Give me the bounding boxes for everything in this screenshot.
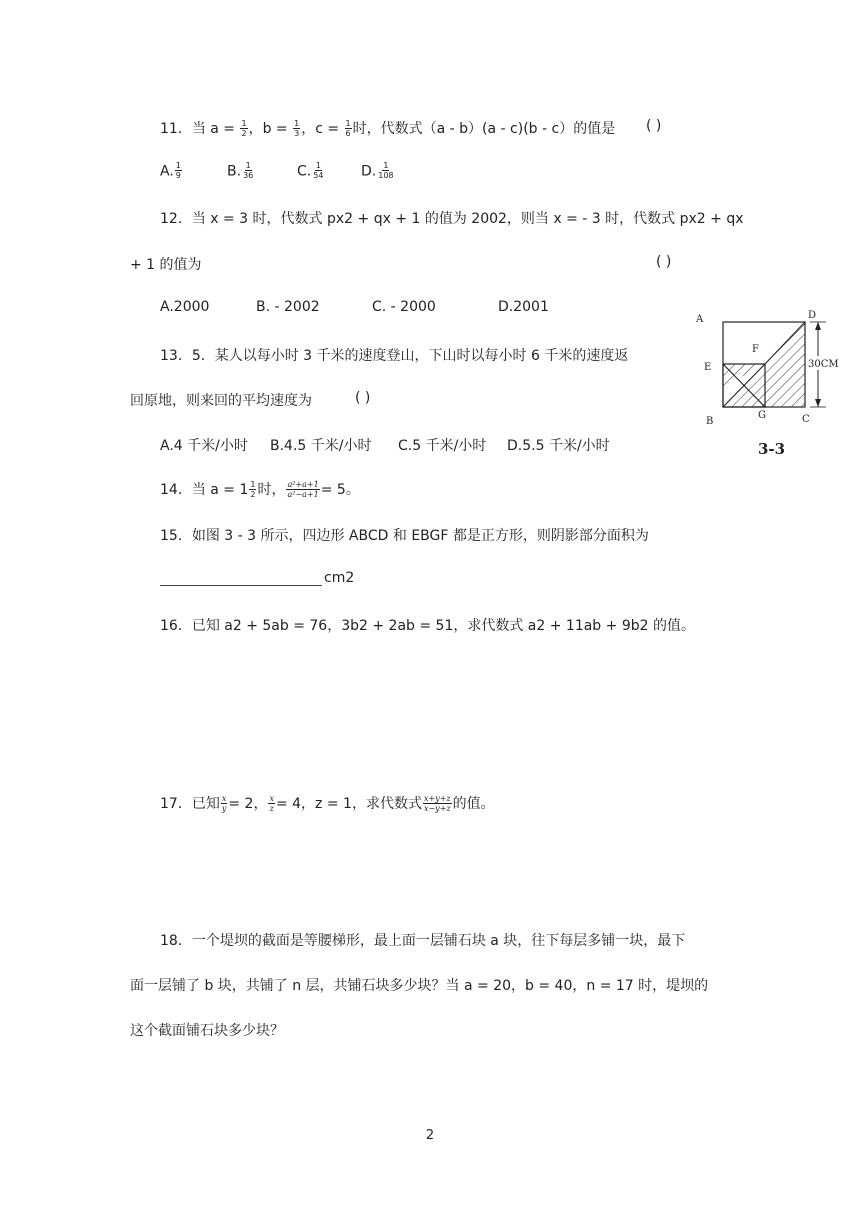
q15-line-1: 15．如图 3 - 3 所示，四边形 ABCD 和 EBGF 都是正方形，则阴影部分面积为: [160, 528, 649, 544]
q18-line-2: 面一层铺了 b 块，共铺了 n 层，共铺石块多少块？当 a = 20，b = 40，n = 17 时，堤坝的: [130, 978, 709, 994]
q15-unit: cm2: [324, 570, 355, 586]
q12-line-1: 12．当 x = 3 时，代数式 px2 + qx + 1 的值为 2002，则当 x = - 3 时，代数式 px2 + qx: [160, 211, 744, 227]
q17-fraction-x-z: $\frac{x}{z}$: [269, 793, 274, 813]
q13-option-d: D.5.5 千米/小时: [507, 438, 610, 454]
q11-option-c: C. $\frac{1}{54}$: [297, 161, 324, 180]
q17-part-2: = 4，z = 1，求代数式: [275, 796, 422, 812]
q14-tail: = 5。: [320, 482, 360, 498]
q16-text: 16．已知 a2 + 5ab = 76，3b2 + 2ab = 51，求代数式 a2 + 11ab + 9b2 的值。: [160, 618, 695, 634]
q14-mid: 时，: [257, 482, 286, 498]
q14-expression-fraction: $\frac{\text{a²+a+1}}{\text{a²−a+1}}$: [287, 479, 319, 499]
q17-tail: 的值。: [452, 796, 495, 812]
fraction-b: $\frac{1}{3}$: [294, 118, 300, 138]
figure-caption: 3-3: [758, 440, 786, 458]
q13-option-c: C.5 千米/小时: [398, 438, 487, 454]
question-17: [160, 793, 495, 814]
q12-line-2: + 1 的值为: [130, 257, 202, 273]
q15-answer-line: [160, 570, 354, 586]
q11-option-a: A. $\frac{1}{9}$: [160, 161, 181, 180]
q12-option-a: A.2000: [160, 299, 210, 315]
q12-option-b: B. - 2002: [256, 299, 320, 315]
dimension-label: 30CM: [808, 359, 839, 370]
q11-stem-c: ，c =: [301, 121, 344, 137]
q17-expression-fraction: $\frac{x+y+z}{x-y+z}$: [423, 793, 451, 813]
q11-stem-rest: 时，代数式（a - b）(a - c)(b - c）的值是: [352, 121, 616, 137]
q17-stem: 17．已知: [160, 796, 220, 812]
question-11: [160, 118, 615, 139]
q11-option-d: D. $\frac{1}{108}$: [361, 161, 394, 180]
point-f-label: F: [752, 344, 759, 355]
q12-option-d: D.2001: [498, 299, 549, 315]
point-a-label: A: [696, 314, 704, 325]
q18-line-3: 这个截面铺石块多少块？: [130, 1023, 284, 1039]
q13-option-a: A.4 千米/小时: [160, 438, 248, 454]
q14-mixed-fraction: $\frac{1}{2}$: [250, 479, 256, 499]
q17-part-1: = 2，: [228, 796, 268, 812]
page-number: 2: [425, 1128, 435, 1143]
point-e-label: E: [704, 362, 712, 373]
q11-stem-b: ，b =: [248, 121, 293, 137]
point-b-label: B: [706, 416, 714, 427]
q13-line-1: 13．5．某人以每小时 3 千米的速度登山，下山时以每小时 6 千米的速度返: [160, 348, 629, 364]
q11-option-b: B. $\frac{1}{36}$: [227, 161, 254, 180]
point-g-label: G: [758, 410, 766, 421]
q11-stem-a: 11．当 a =: [160, 121, 240, 137]
q18-line-1: 18．一个堤坝的截面是等腰梯形，最上面一层铺石块 a 块，往下每层多铺一块，最下: [160, 933, 686, 949]
q17-fraction-x-y: $\frac{x}{y}$: [221, 793, 227, 813]
fraction-a: $\frac{1}{2}$: [241, 118, 247, 138]
fraction-c: $\frac{1}{6}$: [345, 118, 351, 138]
figure-3-3: [680, 300, 846, 468]
q12-answer-paren: ( ): [656, 254, 672, 270]
q13-line-2: 回原地，则来回的平均速度为: [130, 393, 312, 409]
q11-answer-paren: ( ): [646, 118, 662, 134]
point-d-label: D: [808, 310, 817, 321]
point-c-label: C: [802, 414, 810, 425]
q12-option-c: C. - 2000: [372, 299, 436, 315]
q13-option-b: B.4.5 千米/小时: [270, 438, 372, 454]
question-14: [160, 479, 360, 500]
q13-answer-paren: ( ): [355, 390, 371, 406]
q14-stem: 14．当 a = 1: [160, 482, 249, 498]
answer-blank[interactable]: [160, 571, 322, 586]
